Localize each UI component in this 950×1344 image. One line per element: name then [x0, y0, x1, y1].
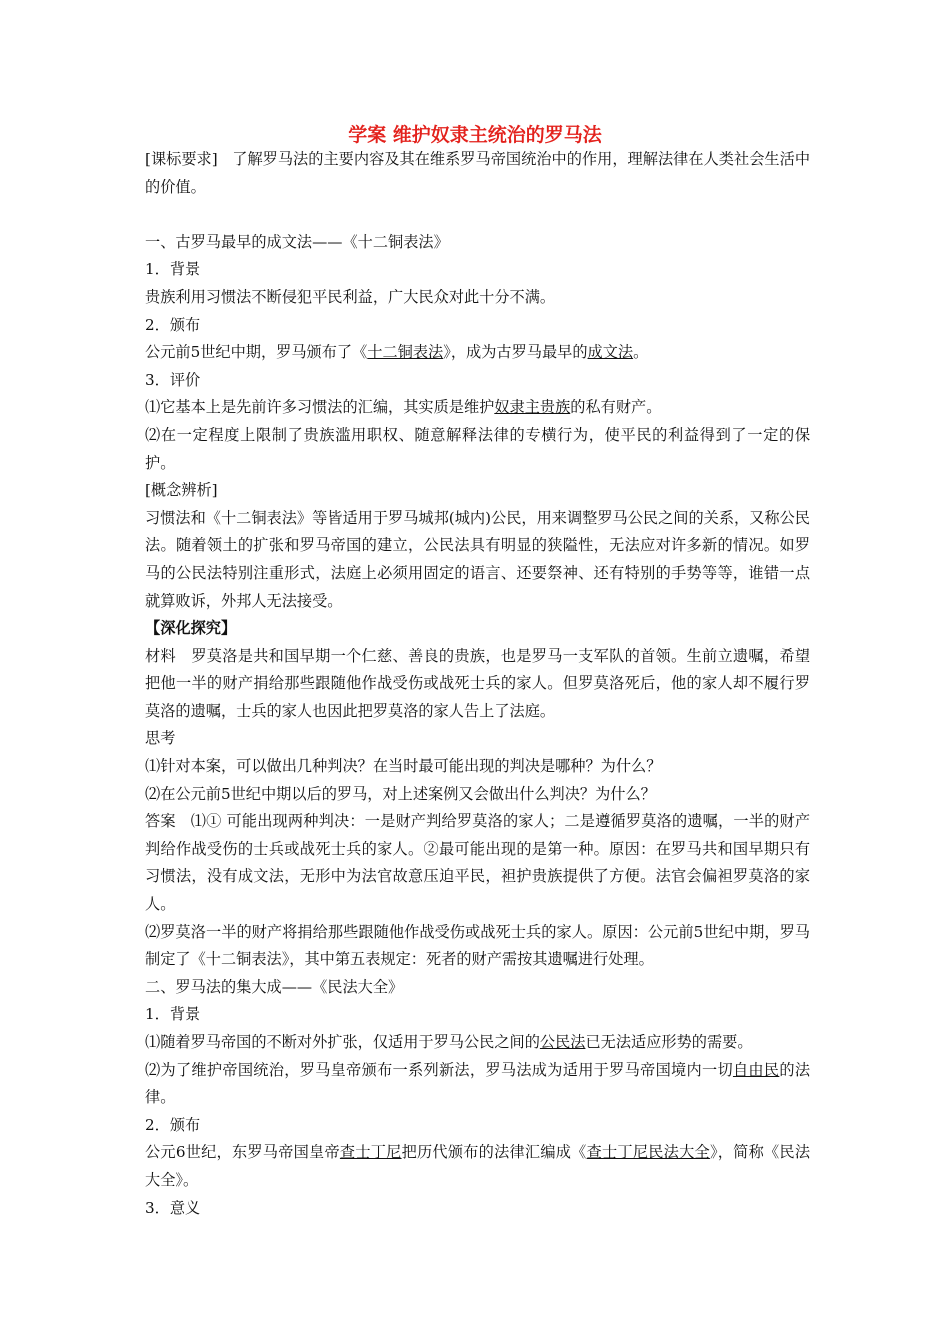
- text-fragment: ⑴它基本上是先前许多习惯法的汇编，其实质是维护: [145, 398, 495, 417]
- s1-promulgation-heading: 2．颁布: [145, 315, 201, 334]
- question-1: ⑴针对本案，可以做出几种判决？在当时最可能出现的判决是哪种？为什么？: [145, 757, 662, 776]
- spacer: [145, 201, 810, 229]
- s2-background-heading: 1．背景: [145, 1005, 201, 1024]
- answer-1: [145, 808, 810, 918]
- s1-promulgation-text: [145, 339, 810, 367]
- document-body: [145, 146, 810, 1222]
- text-fragment: 把历代颁布的法律汇编成《: [401, 1143, 587, 1162]
- text-fragment: ⑵为了维护帝国统治，罗马皇帝颁布一系列新法，罗马法成为适用于罗马帝国境内一切: [145, 1060, 733, 1079]
- s2-background-item2: [145, 1057, 810, 1112]
- explore-material: [145, 643, 810, 726]
- material-text: 罗莫洛是共和国早期一个仁慈、善良的贵族，也是罗马一支军队的首领。生前立遗嘱，希望把他一半的财产捐给那些跟随他作战受伤或战死士兵的家人。但罗莫洛死后，他的家人却不履行罗莫洛的遗嘱，士兵的家人也因此把罗莫洛的家人告上了法庭。: [145, 646, 811, 720]
- s1-evaluation-item1: [145, 394, 810, 422]
- s2-promulgation-heading: 2．颁布: [145, 1115, 201, 1134]
- requirement-label: [课标要求]: [145, 150, 218, 168]
- text-fragment: 》，简称《民法大全》。: [145, 1143, 811, 1189]
- keyword-citizen-law: 公民法: [539, 1033, 586, 1051]
- concept-heading: [概念辨析]: [145, 481, 218, 500]
- section1-heading: 一、古罗马最早的成文法——《十二铜表法》: [145, 232, 449, 251]
- text-fragment: 已无法适应形势的需要。: [585, 1033, 753, 1051]
- s1-background-heading: 1．背景: [145, 260, 201, 279]
- concept-text: 习惯法和《十二铜表法》等皆适用于罗马城邦(城内)公民，用来调整罗马公民之间的关系，又称公民法。随着领土的扩张和罗马帝国的建立，公民法具有明显的狭隘性，无法应对许多新的情况。如罗马的公民法特别注重形式，法庭上必须用固定的语言、还要祭神、还有特别的手势等等，谁错一点就算败诉，外邦人无法接受。: [145, 508, 810, 610]
- text-fragment: 公元前5世纪中期，罗马颁布了《: [145, 343, 368, 362]
- section2-heading: 二、罗马法的集大成——《民法大全》: [145, 977, 404, 996]
- keyword-twelve-tables: 十二铜表法: [367, 343, 444, 362]
- keyword-freemen: 自由民: [732, 1060, 780, 1079]
- answer-1-text: ⑴① 可能出现两种判决：一是财产判给罗莫洛的家人；二是遵循罗莫洛的遗嘱，一半的财产判给作战受伤的士兵或战死士兵的家人。②最可能出现的是第一种。原因：在罗马共和国早期只有习惯法，没有成文法，无形中为法官故意压迫平民，袒护贵族提供了方便。法官会偏袒罗莫洛的家人。: [145, 812, 811, 914]
- curriculum-requirement: [145, 146, 810, 201]
- keyword-corpus-juris: 查士丁尼民法大全: [586, 1143, 710, 1162]
- keyword-slave-owner-nobility: 奴隶主贵族: [494, 398, 571, 417]
- s1-evaluation-item2: ⑵在一定程度上限制了贵族滥用职权、随意解释法律的专横行为，使平民的利益得到了一定的保护。: [145, 425, 810, 472]
- text-fragment: 的私有财产。: [570, 398, 662, 417]
- s2-background-item1: [145, 1029, 810, 1057]
- requirement-text: 了解罗马法的主要内容及其在维系罗马帝国统治中的作用，理解法律在人类社会生活中的价值。: [145, 150, 811, 196]
- text-fragment: 。: [633, 343, 649, 362]
- explore-heading: 【深化探究】: [145, 619, 237, 638]
- keyword-justinian: 查士丁尼: [339, 1143, 402, 1162]
- think-label: 思考: [145, 729, 176, 748]
- s1-evaluation-heading: 3．评价: [145, 370, 201, 389]
- text-fragment: 的法律。: [145, 1060, 811, 1107]
- answer-label: 答案: [145, 812, 176, 831]
- question-2: ⑵在公元前5世纪中期以后的罗马，对上述案例又会做出什么判决？为什么？: [145, 784, 656, 803]
- material-label: 材料: [145, 646, 176, 665]
- document-title: 学案 维护奴隶主统治的罗马法: [348, 124, 602, 146]
- s1-background-text: 贵族利用习惯法不断侵犯平民利益，广大民众对此十分不满。: [145, 287, 556, 306]
- text-fragment: ⑴随着罗马帝国的不断对外扩张，仅适用于罗马公民之间的: [145, 1033, 540, 1051]
- keyword-written-law: 成文法: [587, 343, 634, 362]
- answer-2: ⑵罗莫洛一半的财产将捐给那些跟随他作战受伤或战死士兵的家人。原因：公元前5世纪中期，罗马制定了《十二铜表法》，其中第五表规定：死者的财产需按其遗嘱进行处理。: [145, 922, 810, 969]
- s2-significance-heading: 3．意义: [145, 1198, 201, 1217]
- text-fragment: 》，成为古罗马最早的: [443, 343, 588, 362]
- text-fragment: 公元6世纪，东罗马帝国皇帝: [145, 1143, 340, 1162]
- s2-promulgation-text: [145, 1139, 810, 1194]
